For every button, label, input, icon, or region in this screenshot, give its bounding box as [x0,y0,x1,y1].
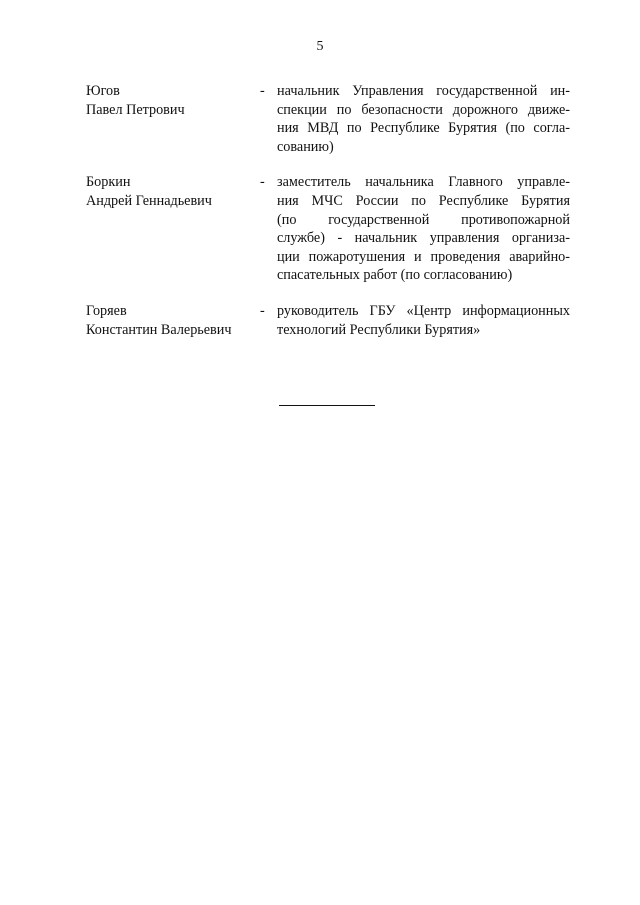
entry-dash: - [260,302,265,319]
position-line: ции пожаротушения и проведения аварийно- [277,248,570,265]
member-position [277,302,570,339]
member-list [86,82,570,339]
position-line: службе) - начальник управления организа- [277,230,570,247]
member-surname: Горяев [86,302,127,319]
position-line: спасательных работ (по согласованию) [277,267,513,284]
member-entry [86,82,570,156]
member-position [277,173,570,285]
member-entry [86,302,570,339]
member-name [86,173,260,210]
position-line: сованию) [277,138,334,155]
member-given-names: Андрей Геннадьевич [86,192,212,209]
position-line: технологий Республики Бурятия» [277,321,481,338]
page-number: 5 [316,39,324,54]
member-name [86,82,260,119]
position-line: спекции по безопасности дорожного движе- [277,101,570,118]
position-line: (по государственной противопожарной [277,211,570,228]
member-name [86,302,260,339]
position-line: заместитель начальника Главного управле- [277,174,570,191]
member-entry [86,173,570,285]
member-given-names: Павел Петрович [86,101,185,118]
member-position [277,82,570,156]
entry-dash: - [260,83,265,99]
member-surname: Югов [86,83,120,99]
position-line: руководитель ГБУ «Центр информационных [277,302,570,319]
entry-dash: - [260,174,265,191]
position-line: ния МВД по Республике Бурятия (по согла- [277,120,570,137]
member-surname: Боркин [86,174,131,191]
position-line: ния МЧС России по Республике Бурятия [277,192,570,209]
position-line: начальник Управления государственной ин- [277,83,570,99]
member-given-names: Константин Валерьевич [86,321,232,338]
end-separator-line [279,405,375,406]
